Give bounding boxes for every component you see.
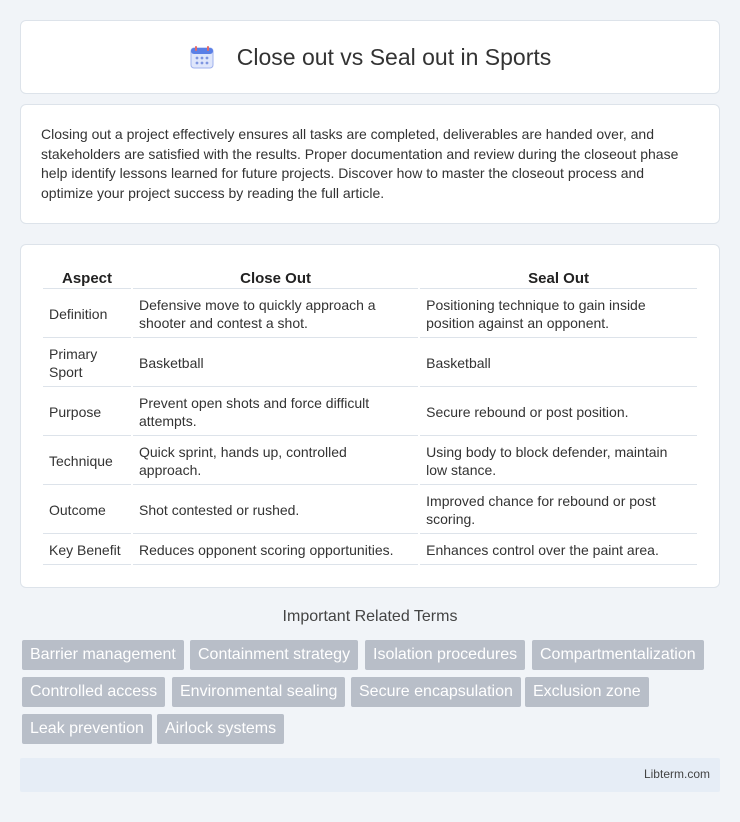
- intro-card: [20, 104, 720, 224]
- table-row: [43, 438, 697, 485]
- column-header: Close Out: [133, 267, 418, 289]
- calendar-icon: [189, 44, 215, 70]
- table-cell: Quick sprint, hands up, controlled approach.: [133, 438, 418, 485]
- table-cell: Key Benefit: [43, 536, 131, 565]
- table-cell: Shot contested or rushed.: [133, 487, 418, 534]
- table-cell: Using body to block defender, maintain low stance.: [420, 438, 697, 485]
- related-term-tag[interactable]: Environmental sealing: [172, 677, 345, 707]
- table-cell: Outcome: [43, 487, 131, 534]
- table-row: [43, 536, 697, 565]
- comparison-table-card: [20, 244, 720, 588]
- table-cell: Defensive move to quickly approach a shooter and contest a shot.: [133, 291, 418, 338]
- table-cell: Prevent open shots and force difficult attempts.: [133, 389, 418, 436]
- intro-text: Closing out a project effectively ensures all tasks are completed, deliverables are handed over, and stakeholders are satisfied with the results. Proper documentation and review during the closeout phase help identify lessons learned for future projects. Discover how to master the closeout process and optimize your project success by reading the full article.: [41, 126, 679, 201]
- related-term-tag[interactable]: Airlock systems: [157, 714, 284, 744]
- table-cell: Primary Sport: [43, 340, 131, 387]
- table-row: [43, 291, 697, 338]
- table-cell: Reduces opponent scoring opportunities.: [133, 536, 418, 565]
- related-term-tag[interactable]: Controlled access: [22, 677, 165, 707]
- table-cell: Purpose: [43, 389, 131, 436]
- related-term-tag[interactable]: Leak prevention: [22, 714, 152, 744]
- related-term-tag[interactable]: Compartmentalization: [532, 640, 704, 670]
- column-header: Seal Out: [420, 267, 697, 289]
- related-term-tag[interactable]: Isolation procedures: [365, 640, 525, 670]
- related-term-tag[interactable]: Exclusion zone: [525, 677, 649, 707]
- page-title: Close out vs Seal out in Sports: [236, 43, 552, 70]
- column-header: Aspect: [43, 267, 131, 289]
- related-term-tag[interactable]: Secure encapsulation: [351, 677, 521, 707]
- header-card: [20, 20, 720, 94]
- related-term-tag[interactable]: Containment strategy: [190, 640, 358, 670]
- table-row: [43, 487, 697, 534]
- table-cell: Secure rebound or post position.: [420, 389, 697, 436]
- table-header-row: [43, 267, 697, 289]
- comparison-table: [41, 265, 699, 567]
- table-cell: Improved chance for rebound or post scoring.: [420, 487, 697, 534]
- footer: [20, 758, 720, 792]
- table-row: [43, 340, 697, 387]
- table-cell: Definition: [43, 291, 131, 338]
- table-row: [43, 389, 697, 436]
- table-cell: Positioning technique to gain inside position against an opponent.: [420, 291, 697, 338]
- related-terms-title: Important Related Terms: [282, 608, 458, 625]
- table-cell: Enhances control over the paint area.: [420, 536, 697, 565]
- table-cell: Basketball: [133, 340, 418, 387]
- table-cell: Basketball: [420, 340, 697, 387]
- related-term-tag[interactable]: Barrier management: [22, 640, 184, 670]
- table-cell: Technique: [43, 438, 131, 485]
- footer-site-link[interactable]: Libterm.com: [643, 767, 710, 781]
